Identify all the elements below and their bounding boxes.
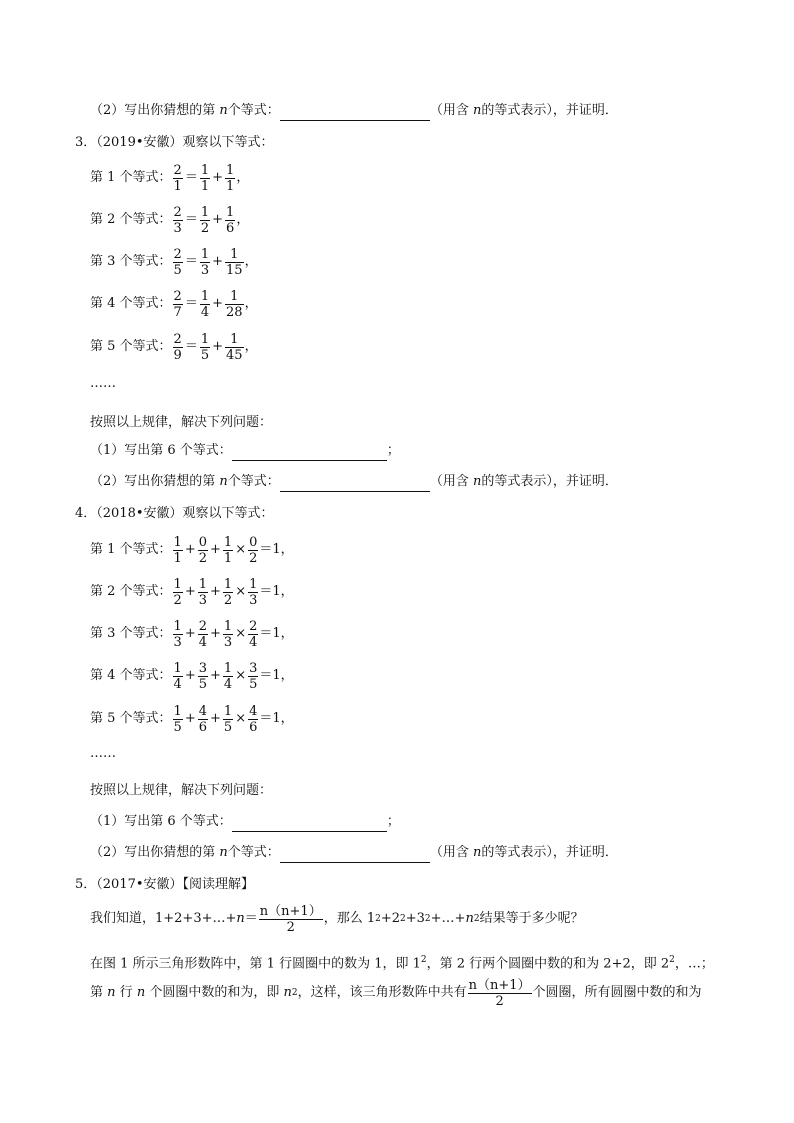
equation-row: 第 3 个等式： $\frac{2}{5}$ ＝ $\frac{1}{3}$ + $\frac{1}{15}$ ，: [90, 246, 258, 278]
equation-row: 第 4 个等式： $\frac{1}{4}$ + $\frac{3}{5}$ + $\frac{1}{4}$ × $\frac{3}{5}$ ＝1，: [90, 660, 294, 692]
fraction: $\frac{1}{4}$: [200, 288, 210, 320]
fraction: $\frac{0}{2}$: [249, 534, 258, 566]
fraction: $\frac{1}{2}$: [223, 576, 233, 608]
fraction: $\frac{2}{1}$: [173, 162, 182, 194]
instruction: 按照以上规律，解决下列问题：: [90, 415, 273, 430]
ellipsis: ……: [90, 376, 116, 391]
equation-row: 第 4 个等式： $\frac{2}{7}$ ＝ $\frac{1}{4}$ + $\frac{1}{28}$ ，: [90, 288, 258, 320]
fraction: $\frac{4}{6}$: [198, 703, 208, 735]
fraction: $\frac{1}{2}$: [200, 204, 210, 236]
q3-part2: （2）写出你猜想的第 n个等式： （用含 n的等式表示），并证明．: [90, 472, 618, 492]
q5-line2: 在图 1 所示三角形数阵中，第 1 行圆圈中的数为 1，即 $1^2$，第 2 行两个圆圈中数的和为 2+2，即 $2^2$，…；: [90, 955, 714, 972]
fraction: $\frac{4}{6}$: [249, 703, 258, 735]
fraction: $\frac{1}{4}$: [223, 660, 233, 692]
fraction: $\frac{1}{1}$: [223, 534, 233, 566]
q4-header: 4．（2018•安徽）观察以下等式：: [75, 506, 274, 521]
q4-part1: （1）写出第 6 个等式： ；: [90, 812, 400, 832]
fraction: $\frac{1}{3}$: [223, 618, 233, 650]
fraction: $\frac{1}{1}$: [200, 162, 210, 194]
fraction: $\frac{1}{4}$: [173, 660, 182, 692]
answer-blank[interactable]: [232, 817, 387, 832]
fraction: $\frac{1}{2}$: [173, 576, 182, 608]
fraction: $\frac{3}{5}$: [198, 660, 208, 692]
equation-row: 第 1 个等式： $\frac{1}{1}$ + $\frac{0}{2}$ + $\frac{1}{1}$ × $\frac{0}{2}$ ＝1，: [90, 534, 294, 566]
equation-row: 第 5 个等式： $\frac{1}{5}$ + $\frac{4}{6}$ + $\frac{1}{5}$ × $\frac{4}{6}$ ＝1，: [90, 703, 294, 735]
answer-blank[interactable]: [280, 106, 430, 121]
q2-part2: （2）写出你猜想的第 n个等式： （用含 n的等式表示），并证明．: [90, 101, 618, 121]
fraction: $\frac{2}{5}$: [173, 246, 182, 278]
instruction: 按照以上规律，解决下列问题：: [90, 783, 273, 798]
fraction: $\frac{2}{3}$: [173, 204, 182, 236]
fraction: $\frac{1}{1}$: [226, 162, 235, 194]
q5-line3: 第 n 行 n 个圆圈中数的和为，即 n 2 ，这样，该三角形数阵中共有 $\frac{n(n+1)}{2}$ 个圆圈，所有圆圈中数的和为: [90, 977, 702, 1009]
answer-blank[interactable]: [232, 446, 387, 461]
sum-fraction: $\frac{n(n+1)}{2}$: [259, 903, 322, 935]
q5-line1: 我们知道，1+2+3+…+ n ＝ $\frac{n(n+1)}{2}$ ，那么 1 2 +2 2 +3 2 +…+ n 2 结果等于多少呢？: [90, 903, 584, 935]
fraction: $\frac{1}{3}$: [200, 246, 210, 278]
q4-part2: （2）写出你猜想的第 n个等式： （用含 n的等式表示），并证明．: [90, 843, 618, 863]
fraction: $\frac{1}{15}$: [226, 246, 243, 278]
fraction: $\frac{1}{45}$: [226, 331, 243, 363]
fraction: $\frac{1}{1}$: [173, 534, 182, 566]
ellipsis: ……: [90, 746, 116, 761]
fraction: $\frac{1}{5}$: [223, 703, 233, 735]
equation-row: 第 3 个等式： $\frac{1}{3}$ + $\frac{2}{4}$ + $\frac{1}{3}$ × $\frac{2}{4}$ ＝1，: [90, 618, 294, 650]
circle-count-fraction: $\frac{n(n+1)}{2}$: [468, 977, 531, 1009]
fraction: $\frac{0}{2}$: [198, 534, 208, 566]
q3-header: 3．（2019•安徽）观察以下等式：: [75, 135, 274, 150]
fraction: $\frac{1}{28}$: [226, 288, 243, 320]
q3-part1: （1）写出第 6 个等式： ；: [90, 441, 400, 461]
fraction: $\frac{3}{5}$: [249, 660, 258, 692]
fraction: $\frac{1}{3}$: [173, 618, 182, 650]
fraction: $\frac{2}{9}$: [173, 331, 182, 363]
fraction: $\frac{1}{3}$: [198, 576, 208, 608]
equation-row: 第 2 个等式： $\frac{1}{2}$ + $\frac{1}{3}$ + $\frac{1}{2}$ × $\frac{1}{3}$ ＝1，: [90, 576, 294, 608]
equation-row: 第 2 个等式： $\frac{2}{3}$ ＝ $\frac{1}{2}$ + $\frac{1}{6}$ ，: [90, 204, 250, 236]
equation-row: 第 1 个等式： $\frac{2}{1}$ ＝ $\frac{1}{1}$ + $\frac{1}{1}$ ，: [90, 162, 250, 194]
fraction: $\frac{1}{5}$: [200, 331, 210, 363]
fraction: $\frac{1}{6}$: [226, 204, 235, 236]
answer-blank[interactable]: [280, 848, 430, 863]
equation-row: 第 5 个等式： $\frac{2}{9}$ ＝ $\frac{1}{5}$ + $\frac{1}{45}$ ，: [90, 331, 258, 363]
fraction: $\frac{1}{5}$: [173, 703, 182, 735]
answer-blank[interactable]: [280, 477, 430, 492]
fraction: $\frac{2}{4}$: [249, 618, 258, 650]
fraction: $\frac{1}{3}$: [249, 576, 258, 608]
fraction: $\frac{2}{7}$: [173, 288, 182, 320]
fraction: $\frac{2}{4}$: [198, 618, 208, 650]
q5-header: 5．（2017•安徽）【阅读理解】: [75, 877, 255, 892]
